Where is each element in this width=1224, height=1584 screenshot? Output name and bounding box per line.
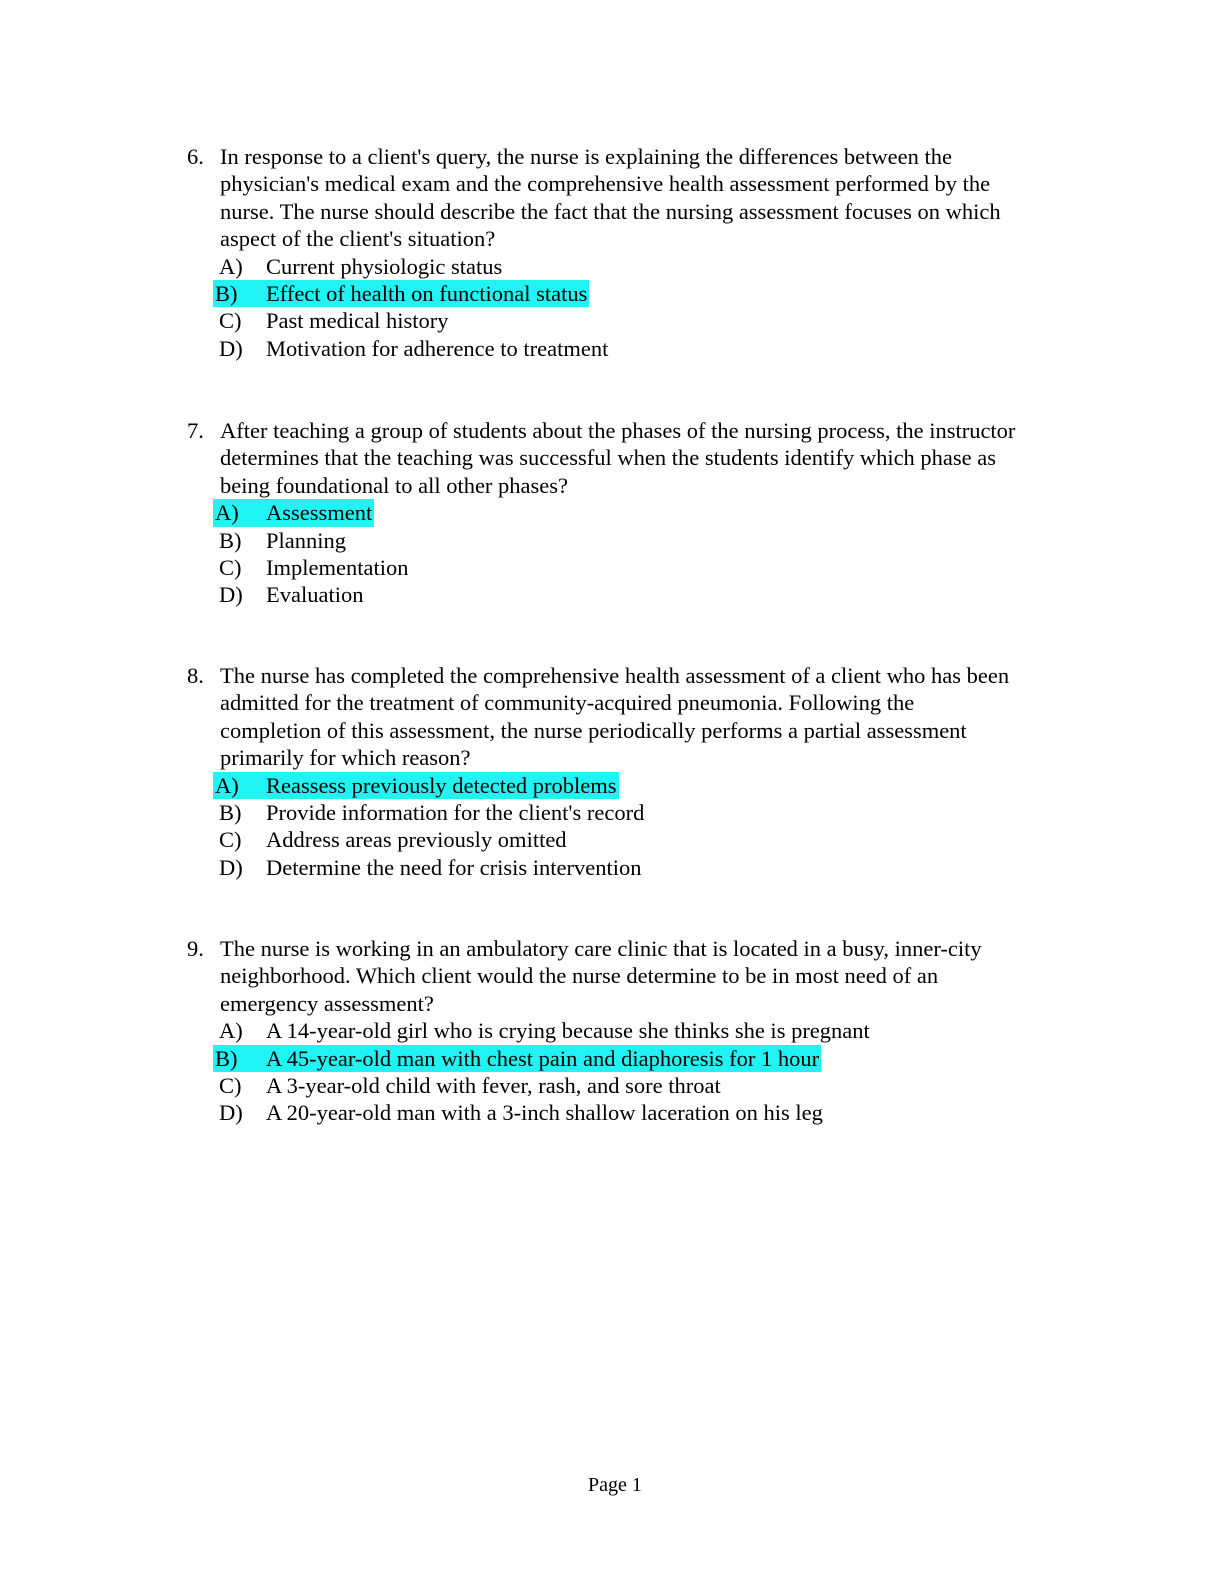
option-letter: A) (215, 500, 239, 526)
option-letter: D) (219, 582, 243, 608)
question-stem (220, 662, 1087, 772)
question-stem-line: neighborhood. Which client would the nurse determine to be in most need of an (220, 963, 939, 989)
answer-option-body (213, 854, 644, 881)
option-letter: B) (215, 281, 238, 307)
answer-option-body (213, 499, 374, 526)
question-stem (220, 935, 1087, 1017)
question-stem-line: aspect of the client's situation? (220, 226, 496, 252)
option-text: Motivation for adherence to treatment (266, 335, 609, 361)
answer-option-d (213, 581, 1087, 608)
answer-option-a (213, 499, 1087, 526)
question-stem-line: physician's medical exam and the comprehensive health assessment performed by the (220, 171, 991, 197)
answer-option-body (213, 826, 569, 853)
option-text: A 45-year-old man with chest pain and diaphoresis for 1 hour (266, 1045, 820, 1071)
answer-options (187, 772, 1087, 882)
question-number: 8. (187, 663, 204, 688)
answer-option-d (213, 1099, 1087, 1126)
answer-option-body (213, 253, 504, 280)
option-text: Implementation (266, 555, 409, 580)
option-letter: C) (219, 555, 242, 580)
question-9 (187, 935, 1087, 1127)
answer-option-body (213, 799, 646, 826)
answer-option-body (213, 335, 610, 362)
question-stem-line: determines that the teaching was successful when the students identify which phase as (220, 445, 997, 471)
question-number: 6. (187, 144, 204, 169)
answer-option-c (213, 826, 1087, 853)
question-number: 7. (187, 418, 204, 443)
option-text: Address areas previously omitted (266, 827, 567, 853)
answer-option-body (213, 1045, 821, 1072)
question-stem-line: admitted for the treatment of community-acquired pneumonia. Following the (220, 690, 915, 716)
answer-options (187, 253, 1087, 363)
option-text: A 14-year-old girl who is crying because she thinks she is pregnant (266, 1018, 870, 1044)
answer-option-body (213, 554, 410, 581)
answer-option-d (213, 335, 1087, 362)
question-stem-line: After teaching a group of students about the phases of the nursing process, the instructor (220, 418, 1016, 443)
option-letter: D) (219, 854, 243, 880)
answer-option-body (213, 1072, 723, 1099)
answer-option-a (213, 772, 1087, 799)
answer-option-b (213, 799, 1087, 826)
question-stem-line: The nurse is working in an ambulatory care clinic that is located in a busy, inner-city (220, 936, 982, 961)
option-text: A 20-year-old man with a 3-inch shallow laceration on his leg (266, 1100, 823, 1126)
answer-option-body (213, 1099, 825, 1126)
option-text: Planning (266, 527, 347, 553)
answer-option-body (213, 1017, 872, 1044)
answer-option-b (213, 280, 1087, 307)
option-text: Evaluation (266, 582, 364, 608)
option-letter: C) (219, 827, 242, 853)
option-text: Provide information for the client's record (266, 800, 645, 826)
option-text: Past medical history (266, 308, 449, 334)
answer-option-b (213, 1045, 1087, 1072)
answer-option-body (213, 527, 348, 554)
question-stem-line: being foundational to all other phases? (220, 472, 569, 498)
page-footer (0, 1473, 1224, 1496)
question-number: 9. (187, 936, 204, 961)
option-text: Current physiologic status (266, 253, 503, 279)
question-stem-line: nurse. The nurse should describe the fact that the nursing assessment focuses on which (220, 198, 1001, 224)
option-text: Reassess previously detected problems (266, 772, 617, 798)
question-7 (187, 417, 1087, 609)
option-letter: A) (219, 1018, 243, 1044)
question-stem-line: completion of this assessment, the nurse periodically performs a partial assessment (220, 717, 967, 743)
option-text: A 3-year-old child with fever, rash, and sore throat (266, 1073, 721, 1098)
option-letter: D) (219, 335, 243, 361)
question-stem-line: primarily for which reason? (220, 745, 471, 771)
option-text: Effect of health on functional status (266, 281, 588, 307)
option-text: Determine the need for crisis intervention (266, 854, 642, 880)
option-letter: C) (219, 1073, 242, 1098)
answer-option-b (213, 527, 1087, 554)
answer-options (187, 499, 1087, 609)
option-letter: B) (219, 527, 242, 553)
answer-option-body (213, 307, 450, 334)
option-letter: A) (215, 772, 239, 798)
question-6 (187, 143, 1087, 362)
answer-option-a (213, 1017, 1087, 1044)
question-stem (220, 143, 1087, 253)
answer-option-body (213, 772, 619, 799)
option-letter: B) (219, 800, 242, 826)
option-text: Assessment (266, 500, 373, 526)
answer-option-c (213, 307, 1087, 334)
answer-option-body (213, 280, 589, 307)
answer-option-d (213, 854, 1087, 881)
answer-option-a (213, 253, 1087, 280)
option-letter: C) (219, 308, 242, 334)
answer-option-c (213, 1072, 1087, 1099)
answer-options (187, 1017, 1087, 1127)
question-stem-line: In response to a client's query, the nurse is explaining the differences between the (220, 144, 952, 169)
option-letter: A) (219, 253, 243, 279)
question-8 (187, 662, 1087, 881)
option-letter: D) (219, 1100, 243, 1126)
page-number-label: Page 1 (588, 1474, 642, 1496)
question-stem-line: The nurse has completed the comprehensive health assessment of a client who has been (220, 663, 1010, 688)
question-stem (220, 417, 1087, 499)
answer-option-body (213, 581, 365, 608)
question-stem-line: emergency assessment? (220, 990, 434, 1016)
answer-option-c (213, 554, 1087, 581)
option-letter: B) (215, 1045, 238, 1071)
